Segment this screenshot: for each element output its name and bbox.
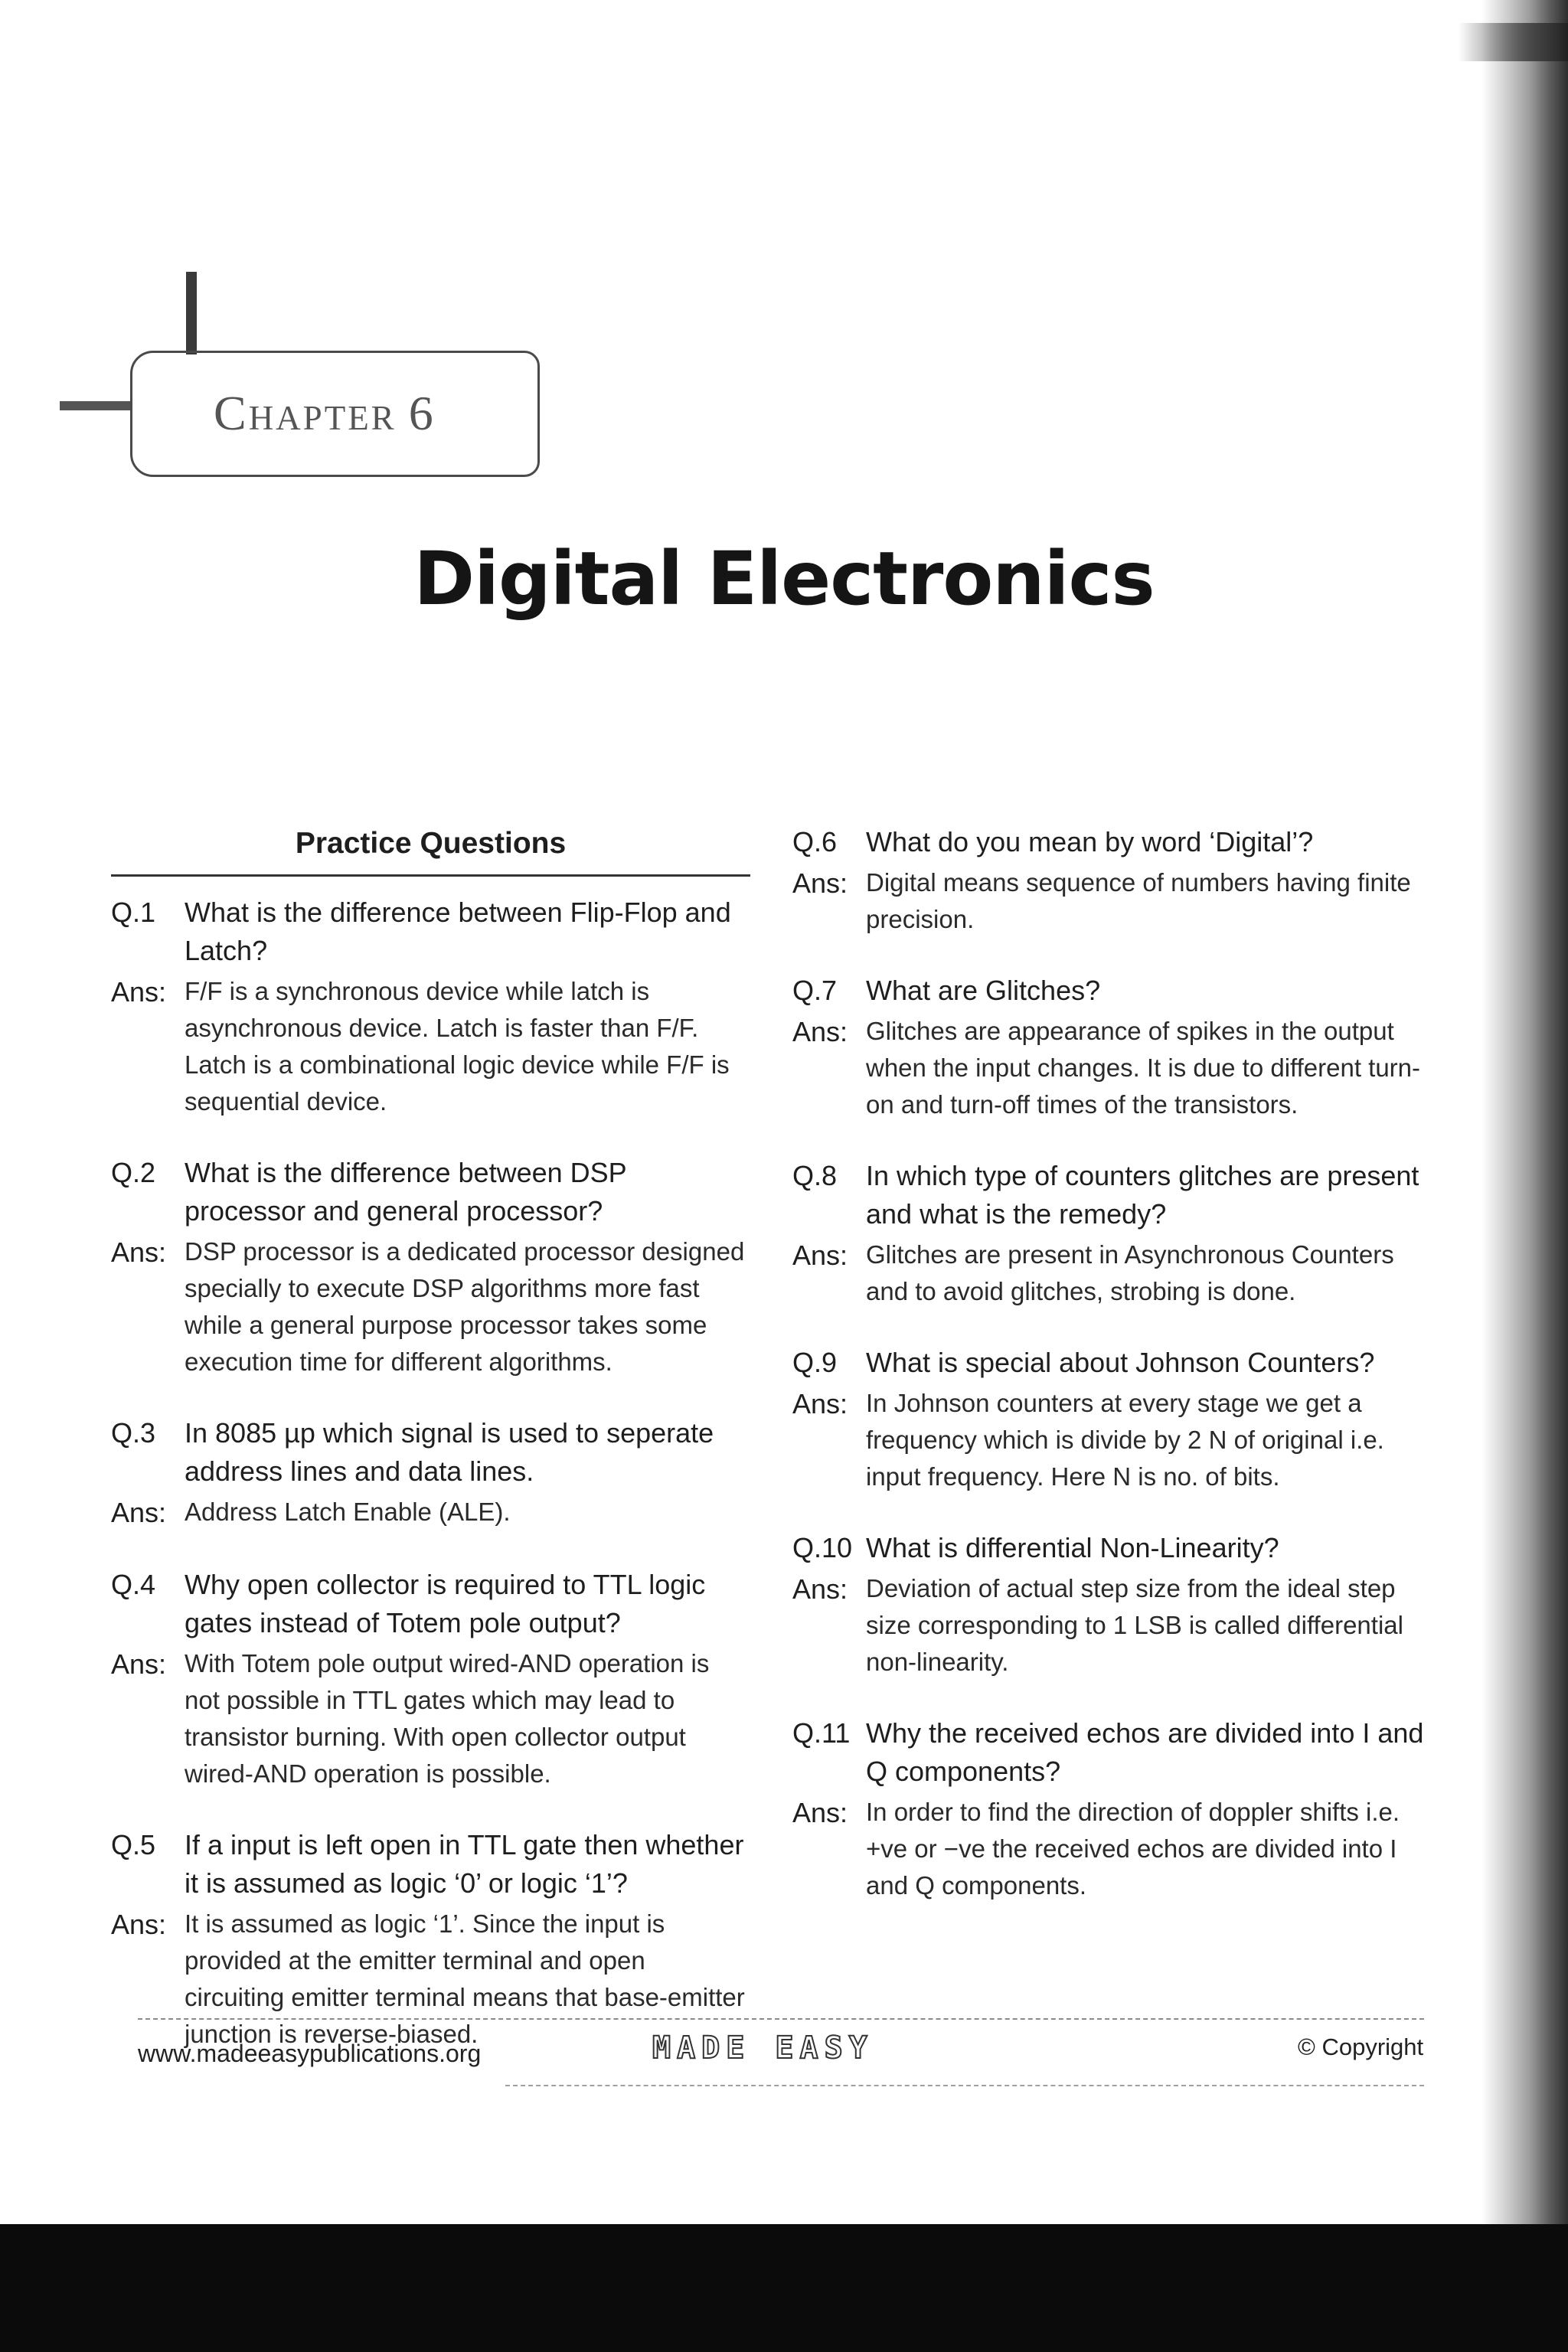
question-number: Q.10 bbox=[792, 1532, 853, 1563]
question-text: If a input is left open in TTL gate then whether it is assumed as logic ‘0’ or logic ‘1’? bbox=[185, 1829, 744, 1899]
qa-item bbox=[792, 823, 1439, 938]
question-text: In which type of counters glitches are present and what is the remedy? bbox=[866, 1160, 1419, 1230]
answer-text: DSP processor is a dedicated processor designed specially to execute DSP algorithms more fast while a general purpose processor takes some execution time for different algorithms. bbox=[185, 1237, 745, 1376]
qa-item bbox=[111, 1414, 750, 1532]
answer-text: Digital means sequence of numbers having finite precision. bbox=[866, 868, 1411, 933]
answer-text: F/F is a synchronous device while latch is asynchronous device. Latch is faster than F/F. Latch is a combinational logic device while F/F is sequential device. bbox=[185, 977, 730, 1116]
answer-text: With Totem pole output wired-AND operation is not possible in TTL gates which may lead to transistor burning. With open collector output wired-AND operation is possible. bbox=[185, 1649, 710, 1788]
answer-label: Ans: bbox=[792, 1388, 848, 1419]
question-text: What are Glitches? bbox=[866, 975, 1101, 1006]
question-number: Q.7 bbox=[792, 975, 838, 1006]
book-gutter-shadow bbox=[1481, 0, 1568, 2228]
question-text: What is the difference between DSP processor and general processor? bbox=[185, 1157, 627, 1227]
answer-label: Ans: bbox=[792, 1573, 848, 1605]
question-number: Q.11 bbox=[792, 1717, 851, 1749]
answer-text: In order to find the direction of doppler shifts i.e. +ve or −ve the received echos are divided into I and Q components. bbox=[866, 1798, 1400, 1900]
section-title: Practice Questions bbox=[111, 827, 750, 877]
answer-label: Ans: bbox=[792, 867, 848, 899]
answer-label: Ans: bbox=[792, 1240, 848, 1271]
chapter-number: 6 bbox=[408, 386, 436, 440]
question-text: What is the difference between Flip-Flop and Latch? bbox=[185, 897, 731, 966]
left-column bbox=[111, 827, 750, 2086]
question-text: Why the received echos are divided into I and Q components? bbox=[866, 1717, 1424, 1787]
question-number: Q.2 bbox=[111, 1157, 156, 1188]
question-text: What is special about Johnson Counters? bbox=[866, 1347, 1375, 1378]
question-number: Q.3 bbox=[111, 1417, 156, 1449]
question-number: Q.9 bbox=[792, 1347, 838, 1378]
footer-divider bbox=[138, 2018, 1424, 2020]
answer-label: Ans: bbox=[111, 1648, 167, 1680]
answer-text: Glitches are present in Asynchronous Counters and to avoid glitches, strobing is done. bbox=[866, 1240, 1394, 1305]
answer-label: Ans: bbox=[111, 1236, 167, 1268]
answer-text: Glitches are appearance of spikes in the output when the input changes. It is due to different turn-on and turn-off times of the transistors. bbox=[866, 1017, 1421, 1119]
question-text: What is differential Non-Linearity? bbox=[866, 1532, 1279, 1563]
question-text: Why open collector is required to TTL logic gates instead of Totem pole output? bbox=[185, 1569, 706, 1638]
qa-item bbox=[111, 893, 750, 1120]
answer-label: Ans: bbox=[111, 1497, 167, 1528]
question-text: In 8085 µp which signal is used to seperate address lines and data lines. bbox=[185, 1417, 714, 1487]
chapter-tab bbox=[130, 351, 540, 477]
answer-text: In Johnson counters at every stage we get a frequency which is divide by 2 N of original i.e. input frequency. Here N is no. of bits. bbox=[866, 1389, 1384, 1491]
qa-item bbox=[792, 1714, 1439, 1904]
question-number: Q.8 bbox=[792, 1160, 838, 1191]
chapter-heading bbox=[214, 385, 436, 442]
qa-item bbox=[792, 1529, 1439, 1681]
question-number: Q.4 bbox=[111, 1569, 156, 1600]
chapter-tab-vertical-rule bbox=[186, 272, 197, 354]
book-gutter-top-shadow bbox=[1459, 23, 1568, 61]
page-title: Digital Electronics bbox=[413, 536, 1155, 622]
answer-text: It is assumed as logic ‘1’. Since the input is provided at the emitter terminal and open circuiting emitter terminal means that base-emitter junction is reverse-biased. bbox=[185, 1909, 745, 2048]
answer-text: Address Latch Enable (ALE). bbox=[185, 1498, 511, 1526]
chapter-tab-horizontal-rule bbox=[60, 401, 132, 410]
answer-label: Ans: bbox=[792, 1016, 848, 1047]
footer-brand-logo: MADE EASY bbox=[652, 2030, 874, 2066]
chapter-label: Chapter bbox=[214, 386, 397, 440]
qa-item bbox=[111, 1154, 750, 1380]
footer-url[interactable]: www.madeeasypublications.org bbox=[138, 2040, 482, 2067]
qa-item bbox=[792, 972, 1439, 1123]
qa-item bbox=[792, 1157, 1439, 1310]
scan-bottom-band bbox=[0, 2224, 1568, 2352]
right-column bbox=[792, 823, 1439, 1938]
answer-label: Ans: bbox=[111, 1909, 167, 1940]
answer-label: Ans: bbox=[792, 1797, 848, 1828]
question-number: Q.1 bbox=[111, 897, 156, 928]
question-number: Q.5 bbox=[111, 1829, 156, 1860]
question-number: Q.6 bbox=[792, 826, 838, 858]
footer-divider-lower bbox=[505, 2085, 1424, 2086]
question-text: What do you mean by word ‘Digital’? bbox=[866, 826, 1314, 858]
qa-item bbox=[111, 1566, 750, 1792]
answer-text: Deviation of actual step size from the ideal step size corresponding to 1 LSB is called differential non-linearity. bbox=[866, 1574, 1403, 1676]
answer-label: Ans: bbox=[111, 976, 167, 1008]
footer-copyright: © Copyright bbox=[1298, 2034, 1424, 2060]
qa-item bbox=[792, 1344, 1439, 1495]
